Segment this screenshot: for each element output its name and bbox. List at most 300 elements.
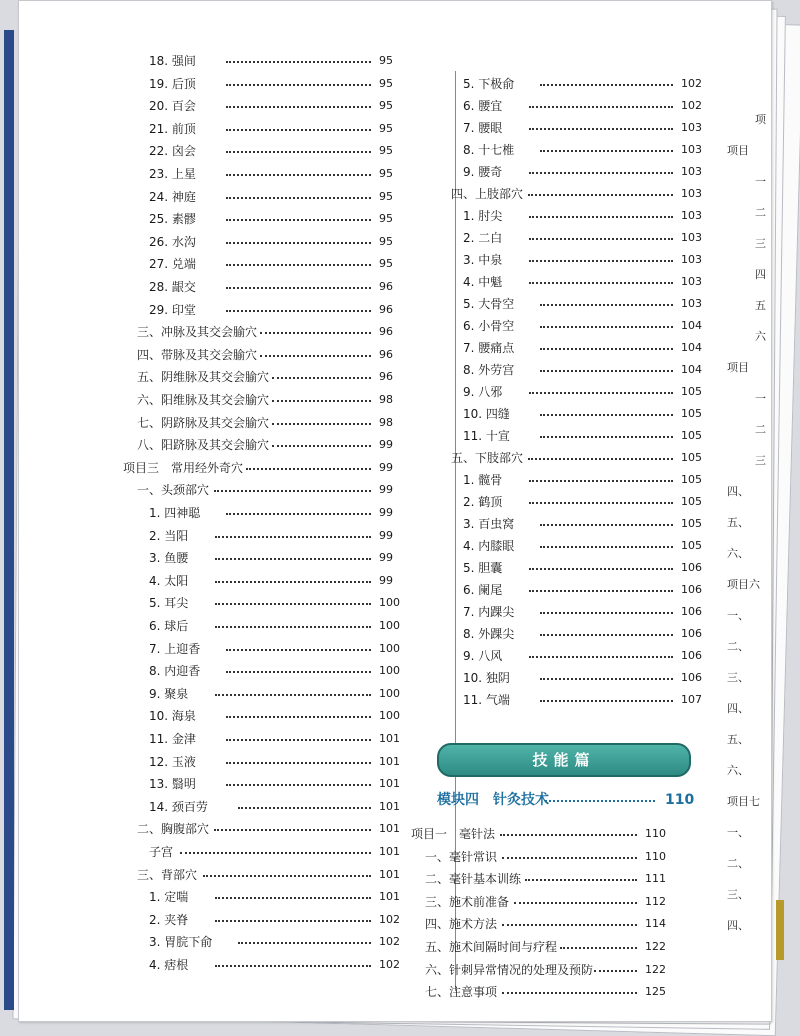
toc-entry[interactable] (463, 514, 711, 534)
toc-entry-label: 20. 百会 (149, 99, 196, 114)
peek-fragment: 六、 (727, 764, 749, 777)
toc-entry-page: 96 (379, 325, 393, 339)
toc-entry[interactable] (425, 869, 675, 889)
toc-entry[interactable] (149, 571, 409, 591)
toc-entry-page: 100 (379, 619, 400, 632)
toc-entry-leader (529, 172, 674, 174)
toc-entry[interactable] (463, 558, 711, 578)
toc-entry[interactable] (149, 706, 409, 726)
toc-entry-page: 96 (379, 302, 393, 316)
toc-entry-leader (540, 370, 673, 372)
toc-entry[interactable] (149, 887, 409, 907)
toc-entry[interactable] (149, 616, 409, 636)
cover-edge-gold (776, 900, 784, 960)
toc-entry-leader (226, 129, 371, 131)
peek-fragment: 二 (755, 423, 766, 436)
toc-entry-label: 4. 痞根 (149, 958, 189, 972)
peek-fragment: 项目七 (727, 795, 760, 808)
toc-entry-leader (529, 216, 674, 218)
toc-entry-leader (215, 536, 372, 538)
toc-entry[interactable] (149, 141, 409, 161)
toc-entry-label: 24. 神庭 (149, 189, 196, 204)
toc-entry-page: 99 (379, 506, 393, 519)
toc-entry-label: 4. 太阳 (149, 573, 189, 588)
toc-entry-label: 14. 颈百劳 (149, 799, 208, 814)
toc-entry-page: 100 (379, 686, 400, 700)
toc-entry[interactable] (149, 752, 409, 772)
toc-entry-page: 101 (379, 822, 400, 836)
toc-entry-leader (226, 762, 371, 764)
toc-entry-label: 7. 腰痛点 (463, 341, 515, 355)
toc-entry-label: 5. 耳尖 (149, 596, 189, 611)
toc-entry-leader (540, 150, 673, 152)
peek-fragment: 四 (755, 268, 766, 281)
toc-entry-leader (528, 194, 673, 196)
toc-entry-page: 103 (681, 165, 702, 178)
toc-entry[interactable] (425, 847, 675, 867)
toc-entry-page: 105 (681, 473, 702, 486)
toc-entry-page: 103 (681, 231, 702, 244)
toc-entry-page: 104 (681, 341, 702, 354)
toc-entry-leader (594, 970, 637, 972)
toc-entry[interactable] (463, 250, 711, 270)
toc-entry-leader (529, 656, 674, 658)
toc-entry[interactable] (149, 729, 409, 749)
toc-entry-page: 101 (379, 867, 400, 881)
toc-entry-page: 95 (379, 121, 393, 135)
toc-entry-leader (540, 304, 673, 306)
toc-entry-label: 子宫 (149, 845, 174, 859)
toc-entry-page: 122 (645, 940, 666, 953)
toc-entry-page: 105 (681, 385, 702, 398)
module-heading[interactable] (437, 789, 697, 811)
peek-fragment: 三 (755, 237, 766, 250)
toc-entry[interactable] (463, 624, 711, 644)
toc-entry[interactable] (137, 367, 409, 387)
toc-entry[interactable] (149, 593, 409, 613)
toc-entry[interactable] (463, 140, 711, 160)
peek-fragment: 一 (755, 175, 766, 188)
toc-entry[interactable] (451, 448, 711, 468)
toc-entry-leader (560, 947, 638, 949)
toc-entry-page: 110 (645, 849, 666, 863)
toc-entry-label: 3. 胃脘下俞 (149, 935, 213, 950)
peek-fragment: 一 (755, 392, 766, 405)
toc-entry-page: 99 (379, 551, 393, 565)
toc-entry[interactable] (137, 390, 409, 410)
toc-entry-page: 95 (379, 189, 393, 203)
peek-fragment: 项 (755, 113, 766, 126)
toc-entry-page: 103 (681, 253, 702, 266)
toc-entry-label: 22. 囟会 (149, 144, 196, 159)
toc-entry[interactable] (137, 413, 409, 433)
toc-entry[interactable] (463, 668, 711, 688)
toc-entry-label: 29. 印堂 (149, 302, 196, 317)
toc-entry-page: 101 (379, 732, 400, 745)
toc-entry-label: 七、阴跻脉及其交会腧穴 (137, 415, 270, 430)
toc-entry-leader (540, 436, 673, 438)
toc-entry[interactable] (149, 254, 409, 274)
toc-entry-label: 11. 金津 (149, 732, 196, 746)
toc-entry-leader (226, 310, 371, 312)
toc-entry-label: 6. 小骨空 (463, 319, 515, 333)
toc-entry-leader (272, 423, 372, 425)
toc-entry[interactable] (149, 503, 409, 523)
toc-entry-page: 98 (379, 393, 393, 406)
toc-entry-label: 9. 腰奇 (463, 165, 503, 179)
toc-entry-label: 六、针刺异常情况的处理及预防 (425, 962, 594, 977)
toc-entry-label: 6. 腰宜 (463, 99, 503, 113)
toc-entry-label: 9. 八风 (463, 649, 503, 663)
toc-entry-label: 8. 外踝尖 (463, 627, 515, 641)
toc-entry-label: 9. 八邪 (463, 385, 503, 399)
toc-entry-page: 95 (379, 234, 393, 248)
toc-entry-leader (226, 287, 371, 289)
toc-entry-leader (226, 151, 371, 153)
toc-entry[interactable] (149, 209, 409, 229)
toc-entry-leader (226, 106, 371, 108)
toc-entry-leader (226, 739, 371, 741)
toc-entry-label: 27. 兑端 (149, 257, 196, 272)
toc-entry-label: 6. 球后 (149, 619, 189, 633)
toc-entry-leader (238, 942, 372, 944)
toc-entry[interactable] (463, 74, 711, 94)
toc-entry-page: 100 (379, 641, 400, 655)
toc-entry-label: 4. 内膝眼 (463, 539, 515, 553)
toc-entry-page: 110 (645, 827, 666, 840)
toc-entry[interactable] (137, 345, 409, 365)
toc-entry-page: 114 (645, 917, 666, 931)
toc-entry[interactable] (463, 690, 711, 710)
toc-entry-label: 11. 气端 (463, 693, 510, 707)
toc-entry-label: 7. 内踝尖 (463, 605, 515, 619)
toc-entry-leader (529, 568, 674, 570)
toc-entry-page: 96 (379, 347, 393, 361)
toc-entry-page: 106 (681, 583, 702, 596)
toc-entry-page: 99 (379, 438, 393, 452)
toc-entry-leader (214, 490, 371, 492)
peek-fragment: 五、 (727, 516, 749, 529)
toc-entry-label: 3. 百虫窝 (463, 517, 515, 531)
toc-entry[interactable] (463, 646, 711, 666)
toc-entry-page: 101 (379, 799, 400, 813)
toc-entry[interactable] (425, 960, 675, 980)
toc-entry-label: 8. 内迎香 (149, 664, 201, 679)
toc-entry[interactable] (123, 458, 409, 478)
toc-entry-leader (540, 326, 673, 328)
toc-entry-page: 102 (681, 77, 702, 90)
toc-entry-leader (226, 197, 371, 199)
toc-entry[interactable] (149, 774, 409, 794)
toc-entry-label: 2. 夹脊 (149, 912, 189, 927)
toc-entry-label: 六、阳维脉及其交会腧穴 (137, 393, 270, 407)
toc-entry-leader (215, 965, 372, 967)
toc-entry-label: 二、胸腹部穴 (137, 822, 210, 837)
toc-entry[interactable] (149, 639, 409, 659)
toc-entry-label: 2. 鹤顶 (463, 495, 503, 509)
toc-entry[interactable] (463, 118, 711, 138)
peek-fragment: 五 (755, 299, 766, 312)
toc-entry-label: 七、注意事项 (425, 985, 498, 1000)
toc-entry-leader (226, 671, 371, 673)
toc-entry-leader (226, 242, 371, 244)
toc-entry-leader (214, 829, 371, 831)
toc-entry[interactable] (149, 548, 409, 568)
toc-entry[interactable] (425, 892, 675, 912)
toc-entry-leader (246, 468, 371, 470)
toc-entry[interactable] (137, 435, 409, 455)
toc-entry[interactable] (411, 824, 675, 844)
toc-entry-leader (540, 84, 673, 86)
toc-entry[interactable] (149, 232, 409, 252)
toc-entry-label: 一、毫针常识 (425, 849, 498, 864)
toc-entry[interactable] (463, 96, 711, 116)
toc-entry-page: 107 (681, 693, 702, 706)
toc-entry-page: 101 (379, 845, 400, 858)
toc-entry-leader (260, 332, 371, 334)
toc-entry[interactable] (149, 661, 409, 681)
toc-entry-label: 一、头颈部穴 (137, 483, 210, 498)
peek-fragment: 三、 (727, 888, 749, 901)
peek-fragment: 四、 (727, 485, 749, 498)
toc-entry[interactable] (463, 338, 711, 358)
toc-entry-label: 5. 胆囊 (463, 561, 503, 575)
toc-entry[interactable] (463, 470, 711, 490)
toc-entry-label: 10. 海泉 (149, 709, 196, 724)
toc-entry-label: 五、下肢部穴 (451, 451, 524, 465)
toc-entry-leader (215, 920, 372, 922)
peek-fragment: 五、 (727, 733, 749, 746)
toc-entry-page: 105 (681, 517, 702, 530)
toc-entry-page: 100 (379, 596, 400, 610)
toc-entry-page: 100 (379, 664, 400, 678)
toc-entry-page: 95 (379, 212, 393, 226)
toc-entry-leader (215, 694, 372, 696)
toc-entry-page: 95 (379, 257, 393, 271)
toc-entry-leader (238, 807, 372, 809)
section-banner: 技能篇 (437, 743, 691, 777)
toc-entry-label: 3. 鱼腰 (149, 551, 189, 566)
toc-entry[interactable] (137, 819, 409, 839)
toc-entry-label: 1. 定喘 (149, 890, 189, 905)
toc-entry[interactable] (149, 797, 409, 817)
toc-entry[interactable] (149, 684, 409, 704)
toc-entry-label: 5. 大骨空 (463, 297, 515, 311)
toc-entry[interactable] (463, 206, 711, 226)
toc-entry-page: 102 (379, 935, 400, 949)
toc-entry[interactable] (149, 74, 409, 94)
toc-entry-page: 102 (379, 912, 400, 926)
toc-entry-page: 103 (681, 121, 702, 134)
toc-entry-leader (529, 238, 674, 240)
toc-entry-leader (272, 445, 372, 447)
toc-entry-label: 2. 当阳 (149, 528, 189, 543)
toc-entry-label: 7. 腰眼 (463, 121, 503, 135)
toc-entry-label: 五、施术间隔时间与疗程 (425, 940, 558, 954)
toc-entry-leader (540, 678, 673, 680)
toc-entry-page: 111 (645, 872, 666, 886)
toc-entry[interactable] (149, 164, 409, 184)
toc-entry-label: 二、毫针基本训练 (425, 872, 522, 887)
toc-entry-label: 11. 十宣 (463, 429, 510, 443)
toc-entry-label: 8. 十七椎 (463, 143, 515, 157)
toc-entry-leader (226, 649, 371, 651)
toc-entry-leader (272, 377, 372, 379)
toc-entry[interactable] (137, 322, 409, 342)
toc-entry-page: 106 (681, 627, 702, 640)
toc-entry-leader (529, 502, 674, 504)
toc-entry-page: 104 (681, 319, 702, 332)
toc-entry[interactable] (451, 184, 711, 204)
toc-entry-leader (215, 897, 372, 899)
toc-entry[interactable] (463, 272, 711, 292)
toc-entry[interactable] (463, 228, 711, 248)
toc-entry[interactable] (149, 910, 409, 930)
toc-entry-leader (226, 174, 371, 176)
toc-entry[interactable] (149, 51, 409, 71)
toc-entry-page: 95 (379, 167, 393, 180)
module-title: 模块四 针灸技术 (437, 792, 549, 808)
toc-entry-leader (215, 603, 372, 605)
toc-entry[interactable] (425, 937, 675, 957)
toc-entry-page: 102 (379, 958, 400, 971)
toc-entry[interactable] (149, 277, 409, 297)
toc-entry[interactable] (149, 955, 409, 975)
toc-entry-page: 106 (681, 605, 702, 618)
toc-entry-leader (529, 282, 674, 284)
toc-entry-page: 99 (379, 460, 393, 474)
toc-entry-leader (529, 392, 674, 394)
toc-entry-page: 105 (681, 495, 702, 508)
toc-entry-leader (215, 626, 372, 628)
toc-entry[interactable] (149, 842, 409, 862)
toc-entry-leader (529, 106, 674, 108)
peek-fragment: 项目 (727, 361, 749, 374)
toc-entry-page: 98 (379, 415, 393, 429)
toc-entry[interactable] (463, 602, 711, 622)
toc-entry-page: 96 (379, 370, 393, 384)
peek-fragment: 六、 (727, 547, 749, 560)
toc-entry-label: 6. 阑尾 (463, 583, 503, 597)
toc-entry-label: 项目三 常用经外奇穴 (123, 460, 244, 475)
toc-entry-page: 95 (379, 54, 393, 67)
toc-entry[interactable] (425, 914, 675, 934)
peek-fragment: 三、 (727, 671, 749, 684)
toc-entry[interactable] (463, 580, 711, 600)
toc-entry[interactable] (463, 492, 711, 512)
toc-entry[interactable] (463, 316, 711, 336)
toc-entry-leader (180, 852, 371, 854)
toc-entry[interactable] (137, 865, 409, 885)
toc-entry-leader (226, 784, 371, 786)
toc-entry-label: 19. 后顶 (149, 76, 196, 91)
toc-entry-leader (528, 458, 673, 460)
toc-entry-leader (215, 581, 372, 583)
toc-entry-label: 项目一 毫针法 (411, 827, 496, 841)
toc-entry-page: 95 (379, 99, 393, 113)
toc-entry-page: 102 (681, 99, 702, 112)
toc-entry-label: 四、带脉及其交会腧穴 (137, 347, 258, 362)
toc-page (18, 0, 772, 1022)
toc-entry-page: 106 (681, 671, 702, 684)
toc-entry-label: 8. 外劳宫 (463, 363, 515, 377)
toc-entry-leader (540, 700, 673, 702)
toc-entry-label: 28. 龈交 (149, 280, 196, 294)
toc-entry-leader (502, 992, 637, 994)
toc-entry-label: 26. 水沟 (149, 234, 196, 249)
toc-entry-page: 105 (681, 429, 702, 442)
toc-entry-label: 四、施术方法 (425, 917, 498, 932)
toc-entry-page: 103 (681, 187, 702, 200)
toc-entry-page: 125 (645, 985, 666, 999)
peek-fragment: 二、 (727, 640, 749, 653)
toc-entry-leader (529, 128, 674, 130)
toc-entry-page: 103 (681, 209, 702, 222)
toc-entry-page: 103 (681, 275, 702, 288)
peek-fragment: 一、 (727, 609, 749, 622)
toc-entry-leader (529, 260, 674, 262)
toc-entry-leader (540, 524, 673, 526)
toc-entry-label: 13. 翳明 (149, 777, 196, 792)
toc-entry[interactable] (149, 96, 409, 116)
toc-entry-label: 12. 玉液 (149, 754, 196, 769)
toc-entry[interactable] (463, 360, 711, 380)
toc-entry-label: 八、阳跻脉及其交会腧穴 (137, 438, 270, 453)
toc-entry-leader (215, 558, 372, 560)
toc-entry[interactable] (463, 404, 711, 424)
toc-entry[interactable] (463, 382, 711, 402)
toc-entry-leader (226, 264, 371, 266)
toc-entry[interactable] (149, 119, 409, 139)
toc-entry-leader (540, 414, 673, 416)
toc-entry-page: 95 (379, 76, 393, 90)
toc-entry-page: 99 (379, 483, 393, 497)
toc-entry-label: 1. 肘尖 (463, 209, 503, 223)
toc-entry-page: 106 (681, 649, 702, 662)
toc-entry-label: 18. 强间 (149, 54, 196, 68)
toc-entry-label: 7. 上迎香 (149, 641, 201, 656)
toc-entry-label: 三、背部穴 (137, 867, 198, 882)
toc-entry-label: 三、施术前准备 (425, 894, 510, 909)
toc-entry[interactable] (137, 480, 409, 500)
peek-fragment: 二 (755, 206, 766, 219)
toc-entry[interactable] (149, 932, 409, 952)
toc-entry-label: 9. 聚泉 (149, 686, 189, 701)
toc-entry-label: 四、上肢部穴 (451, 187, 524, 201)
toc-entry[interactable] (463, 426, 711, 446)
toc-entry-page: 103 (681, 143, 702, 156)
toc-entry-page: 105 (681, 407, 702, 420)
toc-entry[interactable] (463, 294, 711, 314)
peek-fragment: 项目六 (727, 578, 760, 591)
toc-entry-page: 99 (379, 573, 393, 587)
toc-entry-leader (502, 857, 637, 859)
toc-entry-leader (529, 480, 674, 482)
toc-entry-leader (525, 879, 637, 881)
toc-entry[interactable] (149, 526, 409, 546)
peek-fragment: 二、 (727, 857, 749, 870)
toc-entry-page: 104 (681, 363, 702, 376)
toc-entry[interactable] (463, 536, 711, 556)
toc-entry[interactable] (149, 300, 409, 320)
toc-entry-leader (529, 590, 674, 592)
peek-fragment: 项目 (727, 144, 749, 157)
toc-entry-leader (540, 612, 673, 614)
toc-entry[interactable] (149, 187, 409, 207)
toc-entry[interactable] (463, 162, 711, 182)
peek-fragment: 四、 (727, 919, 749, 932)
toc-entry[interactable] (425, 982, 675, 1002)
